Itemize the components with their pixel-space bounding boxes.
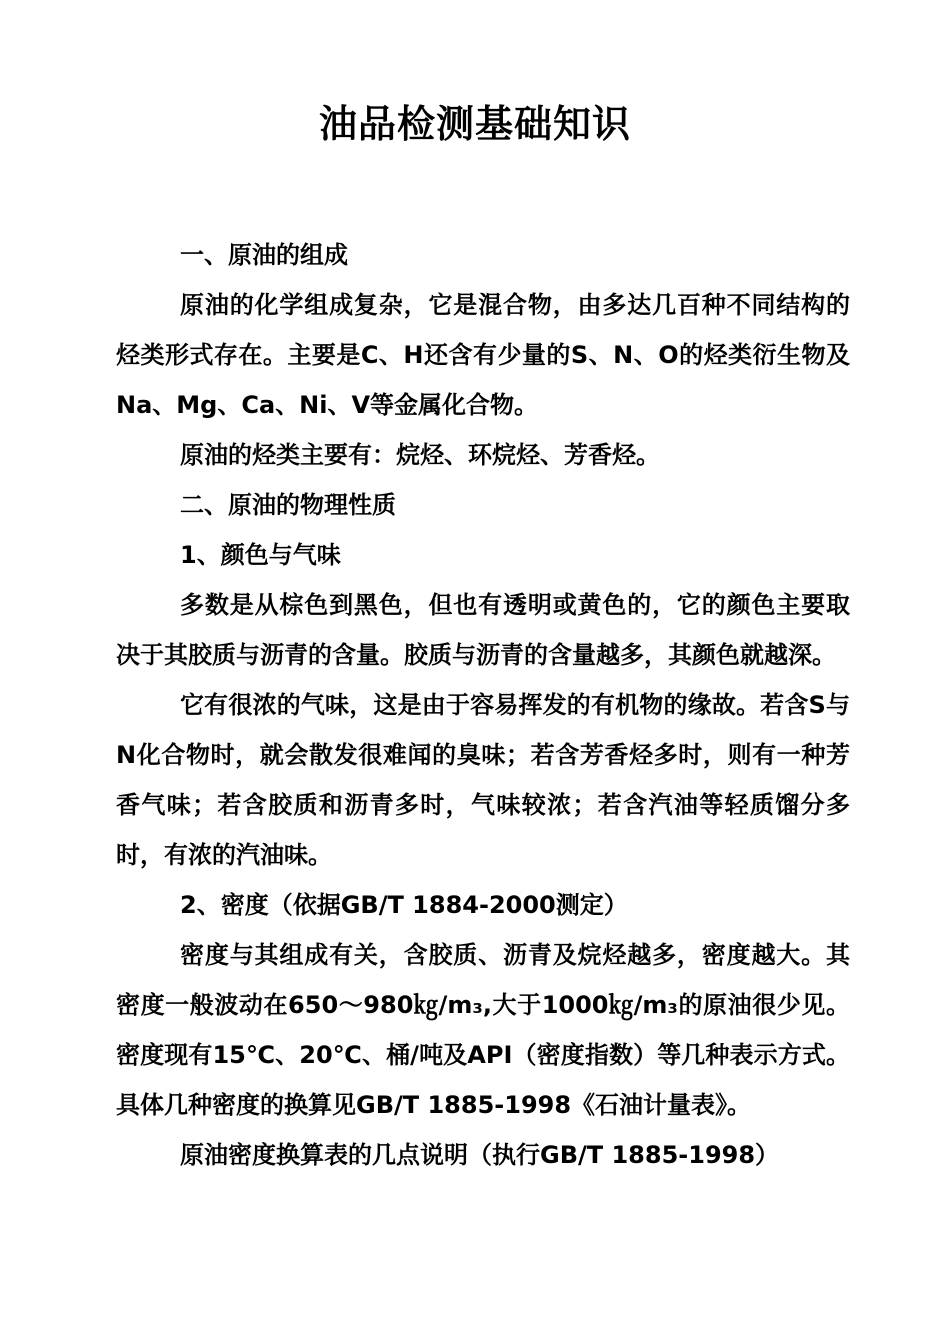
paragraph-density-table-notes: 原油密度换算表的几点说明（执行GB/T 1885-1998） bbox=[180, 1141, 780, 1169]
paragraph-density: 密度与其组成有关，含胶质、沥青及烷烃越多，密度越大。其密度一般波动在650～980㎏/m₃,大于1000㎏/m₃的原油很少见。密度现有15℃、20℃、桶/吨及API（密度指数）等几种表示方式。具体几种密度的换算见GB/T 1885-1998《石油计量表》。 bbox=[116, 941, 850, 1119]
subheading-color-and-odor: 1、颜色与气味 bbox=[180, 541, 341, 569]
paragraph-hydrocarbon-types: 原油的烃类主要有：烷烃、环烷烃、芳香烃。 bbox=[180, 441, 660, 469]
subheading-density: 2、密度（依据GB/T 1884-2000测定） bbox=[180, 891, 628, 919]
paragraph-color: 多数是从棕色到黑色，但也有透明或黄色的，它的颜色主要取决于其胶质与沥青的含量。胶质与沥青的含量越多，其颜色就越深。 bbox=[116, 591, 850, 669]
paragraph-chemical-composition: 原油的化学组成复杂，它是混合物，由多达几百种不同结构的烃类形式存在。主要是C、H还含有少量的S、N、O的烃类衍生物及Na、Mg、Ca、Ni、V等金属化合物。 bbox=[116, 291, 850, 419]
document-body bbox=[116, 230, 850, 1180]
section-heading-crude-composition: 一、原油的组成 bbox=[180, 241, 348, 269]
document-title: 油品检测基础知识 bbox=[318, 102, 631, 146]
paragraph-odor: 它有很浓的气味，这是由于容易挥发的有机物的缘故。若含S与N化合物时，就会散发很难闻的臭味；若含芳香烃多时，则有一种芳香气味；若含胶质和沥青多时，气味较浓；若含汽油等轻质馏分多时，有浓的汽油味。 bbox=[116, 691, 850, 869]
section-heading-physical-properties: 二、原油的物理性质 bbox=[180, 491, 396, 519]
